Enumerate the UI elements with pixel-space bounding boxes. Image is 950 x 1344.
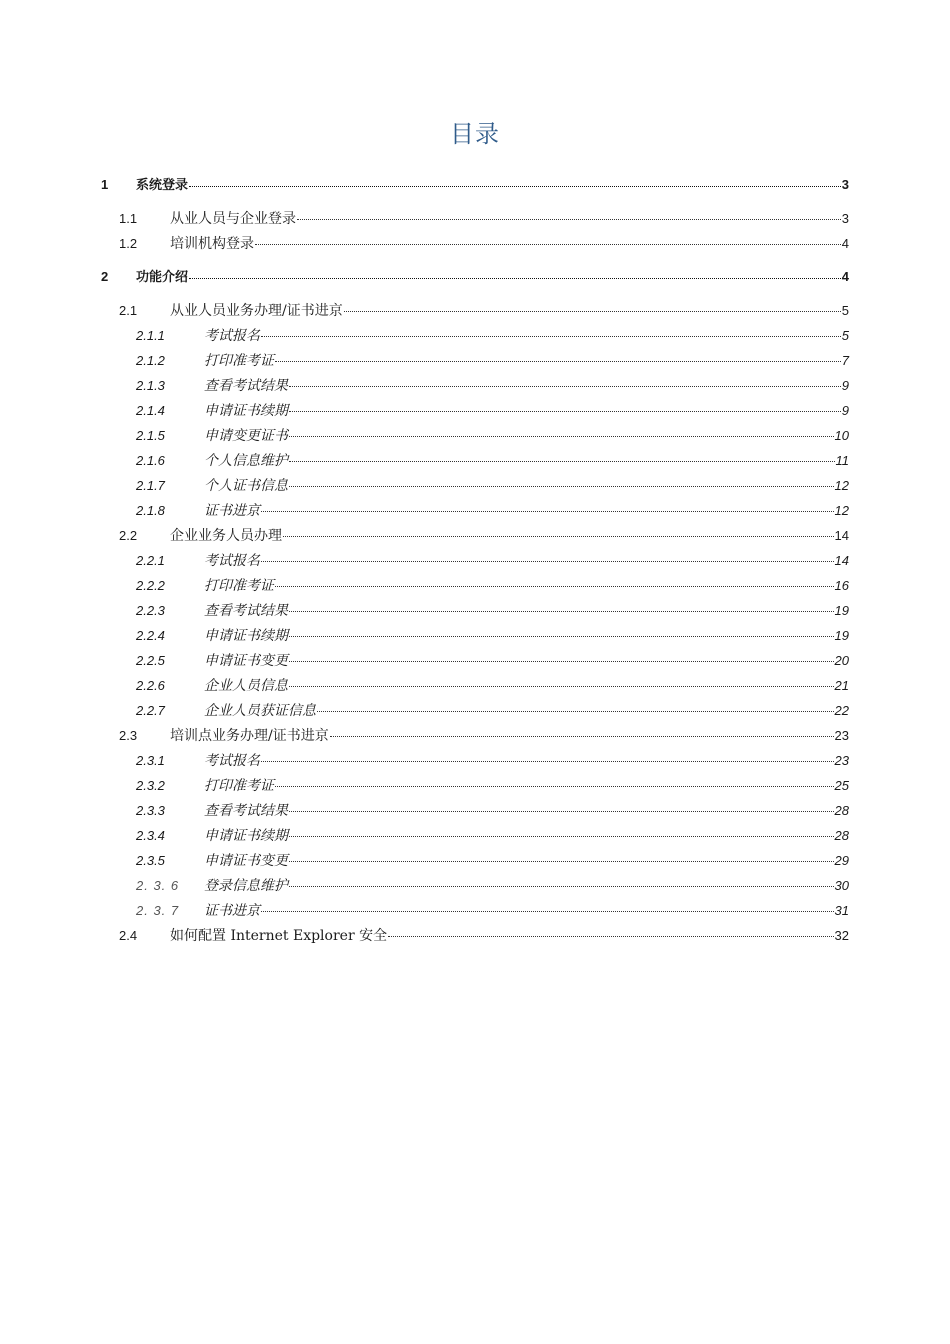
toc-entry-level-1[interactable] [101,264,849,290]
toc-entry-number: 2.1.3 [136,378,165,393]
toc-entry-number: 1 [101,177,109,192]
dot-leader [261,510,834,512]
toc-entry-number: 2.1.7 [136,478,165,493]
dot-leader [261,910,834,912]
toc-entry-label: 个人信息维护 [204,453,288,469]
toc-entry-level-3[interactable] [101,698,849,723]
toc-entry-number: 2.2.3 [136,603,165,618]
toc-entry-label: 证书进京 [204,903,260,919]
toc-entry-level-2[interactable] [101,723,849,748]
toc-entry-level-3[interactable] [101,598,849,623]
dot-leader [289,410,841,412]
toc-entry-page-number: 28 [834,803,849,818]
toc-entry-page-number: 14 [834,553,849,568]
toc-entry-label: 如何配置 Internet Explorer 安全 [170,928,388,944]
dot-leader [289,435,834,437]
dot-leader [297,218,841,220]
dot-leader [289,485,834,487]
toc-entry-page-number: 21 [834,678,849,693]
dot-leader [275,785,834,787]
toc-entry-level-2[interactable] [101,923,849,948]
toc-entry-page-number: 4 [841,236,849,251]
toc-entry-number: 2.1.5 [136,428,165,443]
toc-entry-page-number: 23 [834,753,849,768]
toc-entry-level-3[interactable] [101,873,849,898]
toc-entry-number: 2. 3. 6 [136,878,180,893]
dot-leader [289,610,834,612]
toc-entry-level-3[interactable] [101,473,849,498]
toc-entry-page-number: 25 [834,778,849,793]
toc-entry-number: 2.1.8 [136,503,165,518]
dot-leader [330,735,834,737]
toc-entry-level-2[interactable] [101,231,849,256]
toc-entry-level-3[interactable] [101,648,849,673]
toc-entry-label: 企业人员信息 [204,678,288,694]
toc-entry-level-3[interactable] [101,748,849,773]
toc-entry-number: 2.1.2 [136,353,165,368]
toc-entry-label: 考试报名 [204,553,260,569]
toc-entry-page-number: 9 [841,378,849,393]
toc-entry-label: 证书进京 [204,503,260,519]
toc-entry-page-number: 10 [834,428,849,443]
toc-entry-level-3[interactable] [101,548,849,573]
toc-entry-number: 2 [101,269,109,284]
dot-leader [261,760,834,762]
toc-entry-level-3[interactable] [101,773,849,798]
toc-entry-number: 2.1 [119,303,138,318]
toc-entry-page-number: 7 [841,353,849,368]
toc-entry-level-3[interactable] [101,848,849,873]
toc-entry-label: 申请证书续期 [204,828,288,844]
toc-entry-level-3[interactable] [101,323,849,348]
toc-entry-level-3[interactable] [101,348,849,373]
table-of-contents [101,164,849,948]
toc-entry-label: 打印准考证 [204,353,274,369]
dot-leader [289,885,834,887]
toc-entry-level-3[interactable] [101,373,849,398]
toc-entry-level-3[interactable] [101,573,849,598]
dot-leader [289,460,835,462]
dot-leader [289,835,834,837]
toc-entry-number: 2.3.2 [136,778,165,793]
toc-entry-label: 培训点业务办理/证书进京 [170,728,329,744]
toc-entry-page-number: 12 [834,503,849,518]
toc-entry-label: 从业人员与企业登录 [170,211,296,227]
toc-entry-level-3[interactable] [101,448,849,473]
toc-entry-number: 2.3.1 [136,753,165,768]
toc-entry-number: 2.2.7 [136,703,165,718]
toc-entry-number: 1.1 [119,211,138,226]
toc-entry-level-3[interactable] [101,823,849,848]
toc-entry-number: 2.2.6 [136,678,165,693]
dot-leader [261,335,841,337]
toc-entry-page-number: 20 [834,653,849,668]
toc-entry-page-number: 32 [834,928,849,943]
toc-entry-page-number: 5 [841,328,849,343]
toc-entry-number: 2.2.4 [136,628,165,643]
toc-entry-page-number: 23 [834,728,849,743]
toc-entry-label: 企业业务人员办理 [170,528,282,544]
toc-entry-number: 2.2.2 [136,578,165,593]
toc-entry-page-number: 12 [834,478,849,493]
toc-entry-page-number: 31 [834,903,849,918]
toc-entry-number: 2.4 [119,928,138,943]
toc-entry-label: 系统登录 [136,178,189,193]
toc-entry-page-number: 19 [834,603,849,618]
toc-entry-label: 申请变更证书 [204,428,288,444]
toc-entry-label: 个人证书信息 [204,478,288,494]
toc-entry-label: 申请证书续期 [204,403,288,419]
toc-entry-page-number: 11 [835,453,849,468]
toc-entry-label: 申请证书变更 [204,653,288,669]
dot-leader [189,185,841,187]
toc-entry-number: 2.1.6 [136,453,165,468]
toc-entry-page-number: 19 [834,628,849,643]
toc-entry-level-3[interactable] [101,898,849,923]
toc-entry-label: 打印准考证 [204,578,274,594]
toc-entry-number: 2.3.4 [136,828,165,843]
dot-leader [283,535,834,537]
toc-entry-label: 查看考试结果 [204,603,288,619]
toc-entry-label: 申请证书变更 [204,853,288,869]
dot-leader [289,860,834,862]
toc-entry-label: 打印准考证 [204,778,274,794]
dot-leader [289,685,834,687]
dot-leader [344,310,841,312]
dot-leader [275,360,841,362]
toc-entry-label: 功能介绍 [136,270,189,285]
toc-entry-page-number: 22 [834,703,849,718]
toc-entry-number: 2.3.3 [136,803,165,818]
dot-leader [289,660,834,662]
toc-entry-page-number: 29 [834,853,849,868]
toc-entry-page-number: 3 [841,211,849,226]
toc-entry-number: 2.3.5 [136,853,165,868]
toc-entry-number: 2.2.5 [136,653,165,668]
toc-entry-label: 从业人员业务办理/证书进京 [170,303,343,319]
dot-leader [189,277,841,279]
toc-entry-level-3[interactable] [101,398,849,423]
dot-leader [388,935,833,937]
toc-entry-level-3[interactable] [101,623,849,648]
dot-leader [289,385,841,387]
toc-entry-number: 2.3 [119,728,138,743]
toc-entry-label: 企业人员获证信息 [204,703,316,719]
toc-entry-label: 查看考试结果 [204,803,288,819]
dot-leader [261,560,834,562]
toc-entry-label: 查看考试结果 [204,378,288,394]
toc-entry-number: 2.2.1 [136,553,165,568]
toc-entry-number: 2. 3. 7 [136,903,180,918]
toc-entry-label: 考试报名 [204,753,260,769]
toc-entry-level-3[interactable] [101,423,849,448]
dot-leader [317,710,834,712]
toc-entry-level-3[interactable] [101,673,849,698]
toc-entry-level-3[interactable] [101,798,849,823]
toc-entry-level-2[interactable] [101,523,849,548]
dot-leader [289,635,834,637]
toc-entry-level-2[interactable] [101,298,849,323]
toc-entry-page-number: 28 [834,828,849,843]
toc-entry-number: 2.2 [119,528,138,543]
toc-entry-number: 2.1.4 [136,403,165,418]
toc-entry-label: 申请证书续期 [204,628,288,644]
toc-entry-page-number: 3 [841,177,849,192]
toc-entry-label: 考试报名 [204,328,260,344]
toc-entry-level-1[interactable] [101,172,849,198]
dot-leader [255,243,841,245]
toc-entry-page-number: 4 [841,269,849,284]
dot-leader [289,810,834,812]
toc-entry-level-3[interactable] [101,498,849,523]
toc-entry-label: 培训机构登录 [170,236,254,252]
toc-entry-page-number: 9 [841,403,849,418]
toc-entry-label: 登录信息维护 [204,878,288,894]
toc-entry-page-number: 14 [834,528,849,543]
toc-entry-page-number: 5 [841,303,849,318]
toc-entry-number: 1.2 [119,236,138,251]
toc-entry-page-number: 30 [834,878,849,893]
toc-title: 目录 [450,120,500,148]
toc-entry-number: 2.1.1 [136,328,165,343]
dot-leader [275,585,834,587]
toc-entry-page-number: 16 [834,578,849,593]
toc-entry-level-2[interactable] [101,206,849,231]
